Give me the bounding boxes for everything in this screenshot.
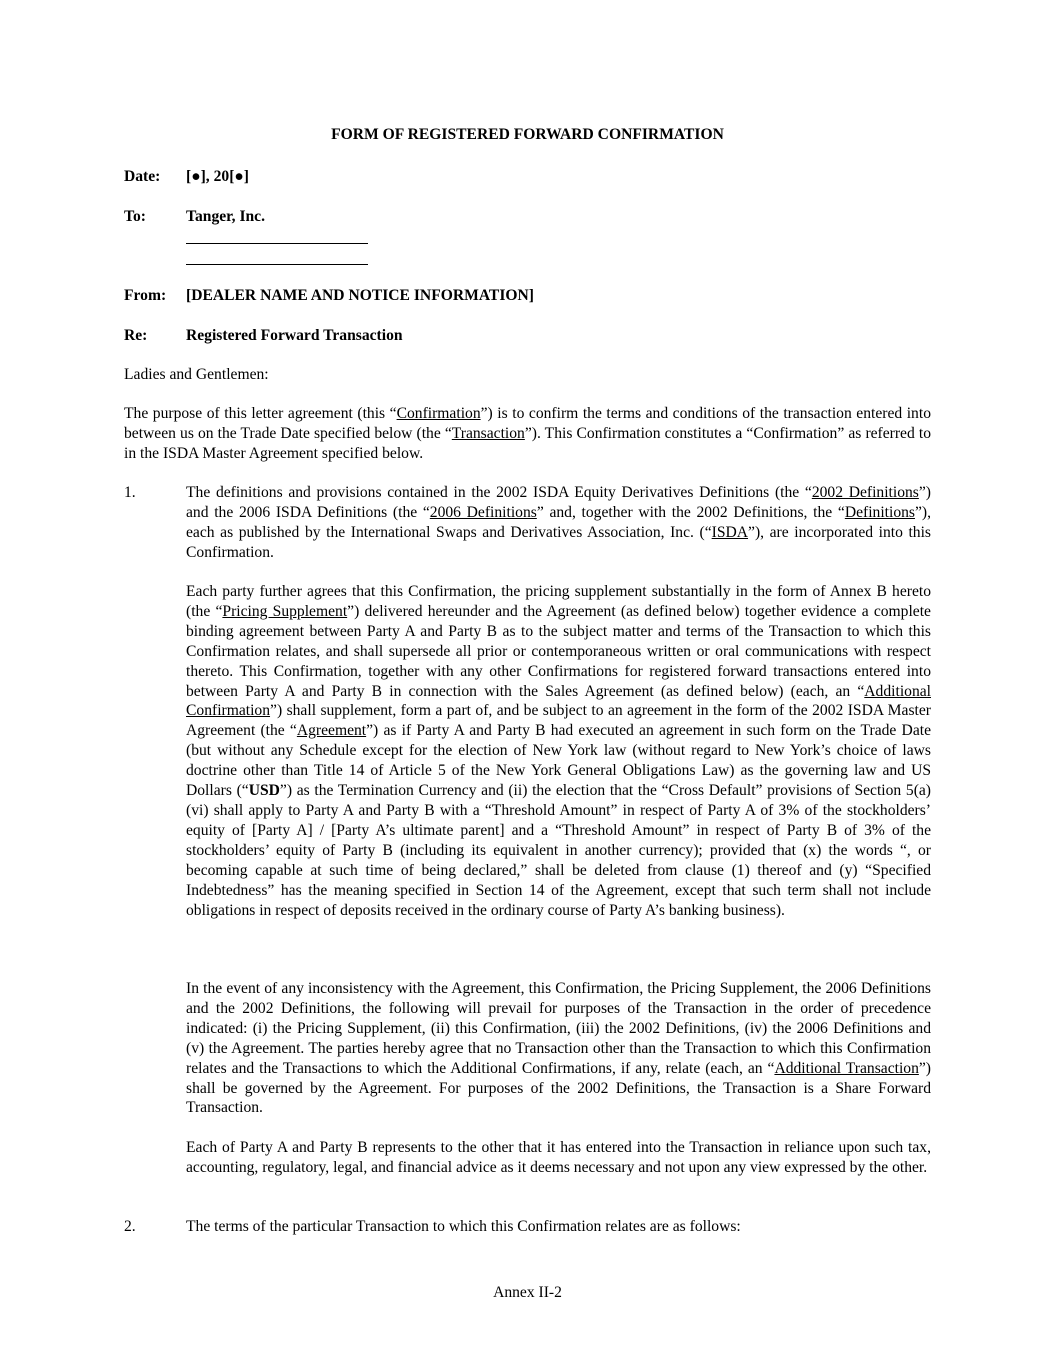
page-footer: Annex II-2 — [493, 1284, 562, 1301]
2002-definitions-term: 2002 Definitions — [811, 484, 919, 501]
section-2-number: 2. — [124, 1218, 136, 1235]
from-label: From: — [124, 287, 167, 304]
re-line — [124, 326, 403, 346]
definitions-term: Definitions — [844, 503, 915, 521]
date-label: Date: — [124, 168, 161, 185]
section-2-text: The terms of the particular Transaction to which this Confirmation relates are as follows: — [186, 1218, 741, 1235]
from-line — [124, 286, 534, 306]
address-blank-line-1 — [186, 243, 368, 244]
to-line — [124, 207, 265, 227]
confirmation-term: Confirmation — [396, 405, 481, 422]
pricing-supplement-term: Pricing Supplement — [222, 602, 348, 620]
section-1-paragraph-2: Each party further agrees that this Confirmation, the pricing supplement substantially in the form of Annex B hereto (the “Pricing Supplement”) delivered hereunder and the Agreement (as defined below) together evidence a complete binding agreement between Party A and Party B as to the subject matter and terms of the Transaction to which this Confirmation relates, and shall supersede all prior or contemporaneous written or oral communications with respect thereto. This Confirmation, together with any other Confirmations for registered forward transactions entered into between Party A and Party B in connection with the Sales Agreement (as defined below) (each, an “Additional Confirmation”) shall supplement, form a part of, and be subject to an agreement in the form of the 2002 ISDA Master Agreement (the “Agreement”) as if Party A and Party B had executed an agreement in such form on the Trade Date (but without any Schedule except for the election of New York law (without regard to New York’s choice of laws doctrine other than Title 14 of Article 5 of the New York General Obligations Law) as the governing law and US Dollars (“USD”) as the Termination Currency and (ii) the election that the “Cross Default” provisions of Section 5(a)(vi) shall apply to Party A and Party B with a “Threshold Amount” in respect of Party A of 3% of the stockholders’ equity of [Party A] / [Party A’s ultimate parent] and a “Threshold Amount” in respect of Party B of 3% of the stockholders’ equity of Party B (including its equivalent in another currency); provided that (x) the words “, or becoming capable at such time of being declared,” shall be deleted from clause (1) thereof and (y) “Specified Indebtedness” has the meaning specified in Section 14 of the Agreement, except that such term shall not include obligations in respect of deposits received in the ordinary course of Party A’s banking business). — [186, 583, 931, 919]
from-value: [DEALER NAME AND NOTICE INFORMATION] — [186, 287, 534, 304]
section-1-paragraph-3: In the event of any inconsistency with the Agreement, this Confirmation, the Pricing Supplement, the 2006 Definitions and the 2002 Definitions, the following will prevail for purposes of the Transaction in the order of precedence indicated: (i) the Pricing Supplement, (ii) this Confirmation, (iii) the 2002 Definitions, (iv) the 2006 Definitions and (v) the Agreement. The parties hereby agree that no Transaction other than the Transaction to which this Confirmation relates and the Transactions to which the Additional Confirmations, if any, relate (each, an “Additional Transaction”) shall be governed by the Agreement. For purposes of the 2002 Definitions, the Transaction is a Share Forward Transaction. — [186, 980, 931, 1117]
date-line — [124, 167, 249, 187]
to-value: Tanger, Inc. — [186, 208, 266, 225]
salutation: Ladies and Gentlemen: — [124, 366, 269, 383]
document-title: FORM OF REGISTERED FORWARD CONFIRMATION — [331, 126, 724, 143]
re-value: Registered Forward Transaction — [186, 327, 403, 344]
additional-confirmation-term: Additional Confirmation — [186, 682, 931, 720]
additional-transaction-term: Additional Transaction — [774, 1059, 919, 1077]
2006-definitions-term: 2006 Definitions — [429, 503, 537, 521]
usd-term: USD — [248, 782, 280, 800]
section-1-number: 1. — [124, 484, 136, 501]
section-1-paragraph-4: Each of Party A and Party B represents to the other that it has entered into the Transaction in reliance upon such tax, accounting, regulatory, legal, and financial advice as it deems necessary and not upon any view expressed by the other. — [186, 1139, 931, 1176]
date-value: [●], 20[●] — [186, 168, 249, 185]
re-label: Re: — [124, 327, 148, 344]
intro-paragraph: The purpose of this letter agreement (this “Confirmation”) is to confirm the terms and conditions of the transaction entered into between us on the Trade Date specified below (the “Transaction”). This Confirmation constitutes a “Confirmation” as referred to in the ISDA Master Agreement specified below. — [124, 405, 931, 462]
agreement-term: Agreement — [296, 722, 367, 740]
transaction-term: Transaction — [451, 424, 525, 442]
address-blank-line-2 — [186, 264, 368, 265]
to-label: To: — [124, 208, 146, 225]
section-1-paragraph-1: The definitions and provisions contained in the 2002 ISDA Equity Derivatives Definitions (the “2002 Definitions”) and the 2006 ISDA Definitions (the “2006 Definitions” and, together with the 2002 Definitions, the “Definitions”), each as published by the International Swaps and Derivatives Association, Inc. (“ISDA”), are incorporated into this Confirmation. — [186, 484, 932, 561]
isda-term: ISDA — [711, 523, 749, 541]
